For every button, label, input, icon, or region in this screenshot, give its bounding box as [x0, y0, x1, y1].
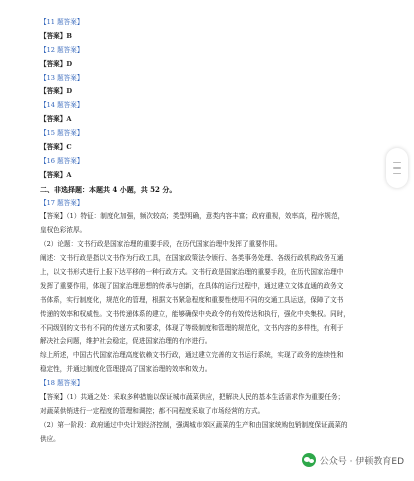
question-number: 【14 题答案】: [40, 101, 84, 110]
watermark-text: 公众号 · 伊顿教育ED: [319, 456, 404, 467]
answer-text: 【答案】（1）共通之处：采取多种措施以保证城市蔬菜供应，把解决人民的基本生活需求作为重要任务；: [40, 393, 345, 402]
answer-text: 供应。: [40, 434, 60, 443]
analysis-text: 传递的效率和权威性。文书传递体系的建立，能够确保中央政令的有效传达和执行，强化中央集权。同时，: [40, 309, 350, 318]
analysis-text: 稳定性，并通过制度化管理提高了国家治理的效率和效力。: [40, 365, 212, 374]
document-content: [40, 16, 385, 447]
answer-text: （2）论题：文书行政是国家治理的重要手段，在历代国家治理中发挥了重要作用。: [40, 240, 282, 249]
question-number: 【18 题答案】: [40, 379, 84, 388]
answer-line: 【答案】D: [40, 87, 73, 96]
question-number: 【13 题答案】: [40, 73, 84, 82]
analysis-text: 发挥了重要作用，体现了国家治理思想的传承与创新，在具体的运行过程中，通过建立文体直通的政务文: [40, 281, 344, 290]
wechat-watermark: [302, 453, 404, 467]
analysis-text: 解决社会问题，维护社会稳定，促进国家治理的有序进行。: [40, 337, 212, 346]
question-number: 【12 题答案】: [40, 45, 84, 54]
section-heading: 二、非选择题：本题共 4 小题，共 52 分。: [40, 184, 177, 194]
answer-text: 【答案】（1）特征：制度化加强，频次较高；类型明确，意类内容丰富；政府重视，效率高，程序规范，: [40, 212, 345, 221]
answer-text: 对蔬菜供销进行一定程度的管理和调控；都不同程度采取了市场经营的方式。: [40, 406, 265, 415]
answer-text: 皇权色彩浓厚。: [40, 226, 87, 235]
menu-line-icon: [393, 167, 401, 168]
question-number: 【15 题答案】: [40, 129, 84, 138]
answer-text: （2）第一阶段：政府通过中央计划经济控制，强调城市郊区蔬菜的生产和由国家统购包销制度保证蔬菜的: [40, 420, 348, 429]
analysis-text: 综上所述，中国古代国家治理高度依赖文书行政，通过建立完善的文书运行系统，实现了政务的连续性和: [40, 351, 344, 360]
analysis-text: 上，以文书形式进行上报下达平移的一种行政方式。文书行政是国家治理的重要手段，在历代国家治理中: [40, 268, 344, 277]
answer-line: 【答案】A: [40, 170, 72, 179]
menu-line-icon: [393, 162, 401, 163]
question-number: 【16 题答案】: [40, 156, 84, 165]
answer-line: 【答案】B: [40, 31, 72, 40]
floating-menu-button[interactable]: [386, 148, 408, 188]
answer-line: 【答案】D: [40, 59, 73, 68]
analysis-text: 阐述：文书行政是指以文书作为行政工具，在国家政策法令颁行、各类事务处理、各级行政机构政务互通: [40, 254, 344, 263]
answer-line: 【答案】C: [40, 143, 72, 152]
wechat-icon: [302, 453, 316, 467]
menu-line-icon: [393, 173, 401, 174]
question-number: 【17 题答案】: [40, 198, 84, 207]
analysis-text: 不同级别的文书有不同的传递方式和要求，体现了等级制度和管理的规范化，文书内容的多样性，有利于: [40, 323, 344, 332]
answer-line: 【答案】A: [40, 115, 72, 124]
analysis-text: 书体系，实行制度化，规范化的管理，根据文书紧急程度和重要性使用不同的交通工具运送，保障了文书: [40, 295, 344, 304]
question-number: 【11 题答案】: [40, 18, 84, 26]
